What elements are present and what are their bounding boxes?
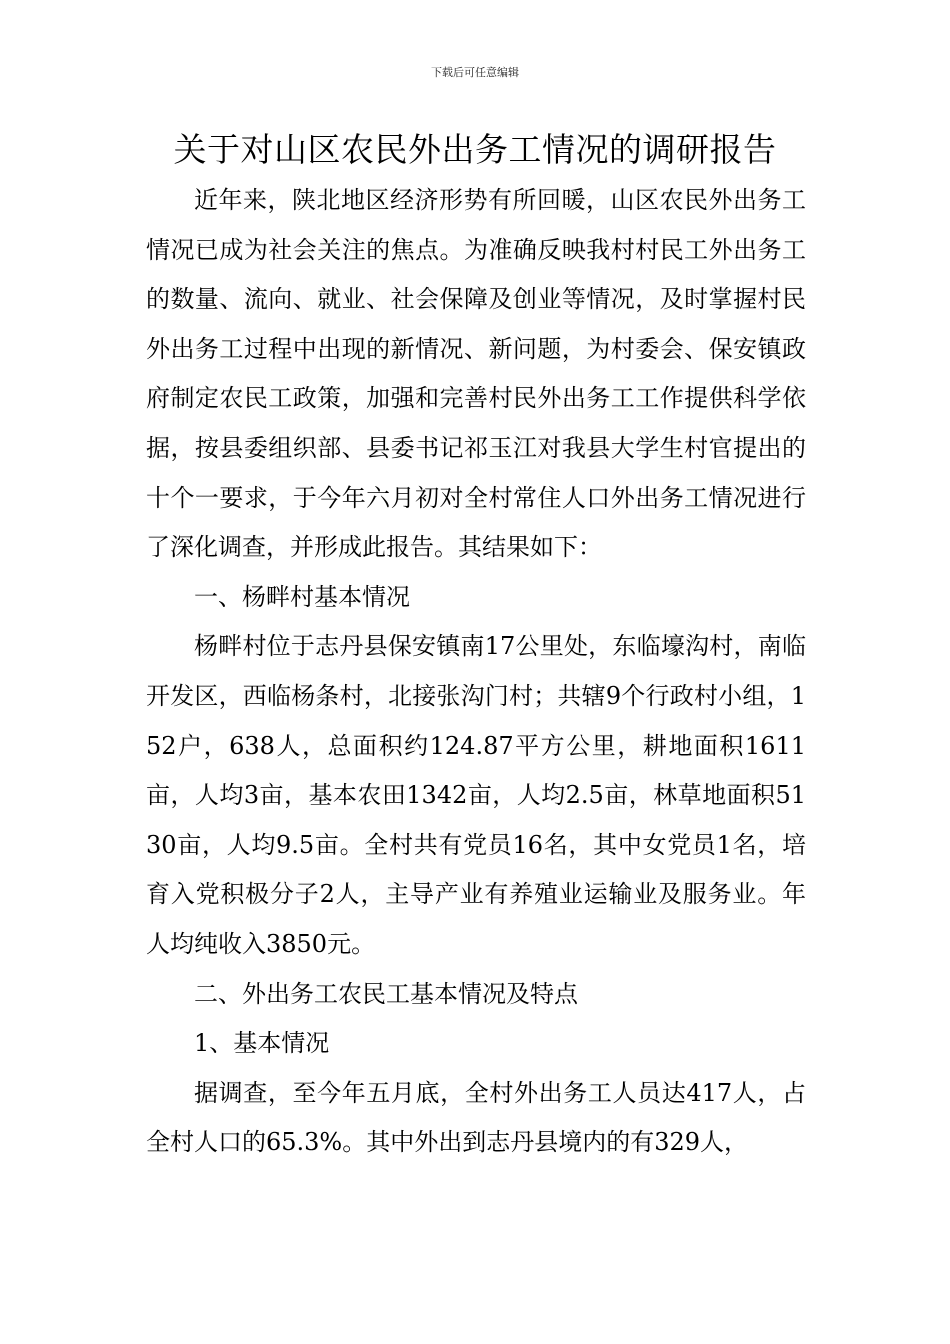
paragraph-village-overview: 杨畔村位于志丹县保安镇南17公里处，东临壕沟村，南临开发区，西临杨条村，北接张沟门村；共辖9个行政村小组，152户，638人，总面积约124.87平方公里，耕地面积1611亩，人均3亩，基本农田1342亩，人均2.5亩，林草地面积5130亩，人均9.5亩。全村共有党员16名，其中女党员1名，培育入党积极分子2人，主导产业有养殖业运输业及服务业。年人均纯收入3850元。 xyxy=(146,632,806,958)
paragraph-intro: 近年来，陕北地区经济形势有所回暖，山区农民外出务工情况已成为社会关注的焦点。为准确反映我村村民工外出务工的数量、流向、就业、社会保障及创业等情况，及时掌握村民外出务工过程中出现的新情况、新问题，为村委会、保安镇政府制定农民工政策，加强和完善村民外出务工工作提供科学依据，按县委组织部、县委书记祁玉江对我县大学生村官提出的十个一要求，于今年六月初对全村常住人口外出务工情况进行了深化调查，并形成此报告。其结果如下： xyxy=(146,186,806,562)
section-heading-migrant-workers: 二、外出务工农民工基本情况及特点 xyxy=(194,979,578,1008)
section-heading-village-overview: 一、杨畔村基本情况 xyxy=(194,582,410,611)
subsection-heading-basic-situation: 1、基本情况 xyxy=(194,1029,330,1058)
document-body xyxy=(146,176,806,1168)
paragraph-survey-results: 据调查，至今年五月底，全村外出务工人员达417人，占全村人口的65.3%。其中外出到志丹县境内的有329人， xyxy=(146,1078,806,1157)
page-header-note: 下载后可任意编辑 xyxy=(431,66,519,79)
document-title: 关于对山区农民外出务工情况的调研报告 xyxy=(173,130,777,169)
